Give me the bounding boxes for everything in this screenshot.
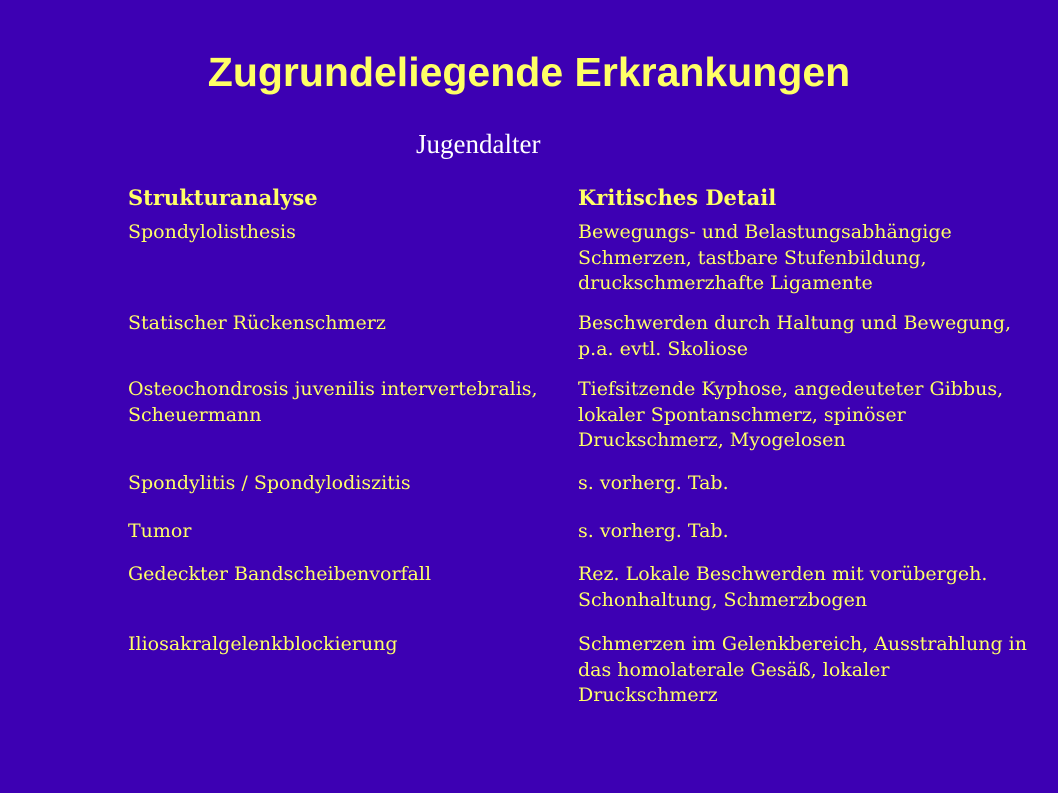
slide-title: Zugrundeliegende Erkrankungen <box>207 49 851 95</box>
disease-table <box>128 184 1028 709</box>
table-row <box>128 377 1028 471</box>
table-row <box>128 220 1028 311</box>
row-structure-cell: Gedeckter Bandscheibenvorfall <box>128 563 432 585</box>
row-detail-cell: Rez. Lokale Beschwerden mit vorübergeh. Schonhaltung, Schmerzbogen <box>578 563 988 611</box>
column-header-kritisches-detail: Kritisches Detail <box>578 185 777 210</box>
table-row <box>128 632 1028 709</box>
row-detail-cell: s. vorherg. Tab. <box>578 520 729 542</box>
row-detail-cell: s. vorherg. Tab. <box>578 472 729 494</box>
row-structure-cell: Spondylitis / Spondylodiszitis <box>128 472 411 494</box>
row-detail-cell: Schmerzen im Gelenkbereich, Ausstrahlung in das homolaterale Gesäß, lokaler Druckschmerz <box>578 633 1027 706</box>
row-detail-cell: Tiefsitzende Kyphose, angedeuteter Gibbus, lokaler Spontanschmerz, spinöser Druckschmerz, Myogelosen <box>578 378 1004 451</box>
row-detail-cell: Beschwerden durch Haltung und Bewegung, p.a. evtl. Skoliose <box>578 312 1012 360</box>
row-structure-cell: Statischer Rückenschmerz <box>128 312 386 334</box>
row-structure-cell: Tumor <box>128 520 192 542</box>
table-header-row <box>128 184 1028 220</box>
table-row <box>128 519 1028 562</box>
row-detail-cell: Bewegungs- und Belastungsabhängige Schmerzen, tastbare Stufenbildung, druckschmerzhafte Ligamente <box>578 221 952 294</box>
table-row <box>128 562 1028 632</box>
table-row <box>128 311 1028 377</box>
row-structure-cell: Iliosakralgelenkblockierung <box>128 633 398 655</box>
row-structure-cell: Spondylolisthesis <box>128 221 296 243</box>
table-row <box>128 471 1028 519</box>
row-structure-cell: Osteochondrosis juvenilis intervertebralis, Scheuermann <box>128 378 538 426</box>
column-header-strukturanalyse: Strukturanalyse <box>128 185 318 210</box>
slide-subtitle: Jugendalter <box>416 129 541 159</box>
